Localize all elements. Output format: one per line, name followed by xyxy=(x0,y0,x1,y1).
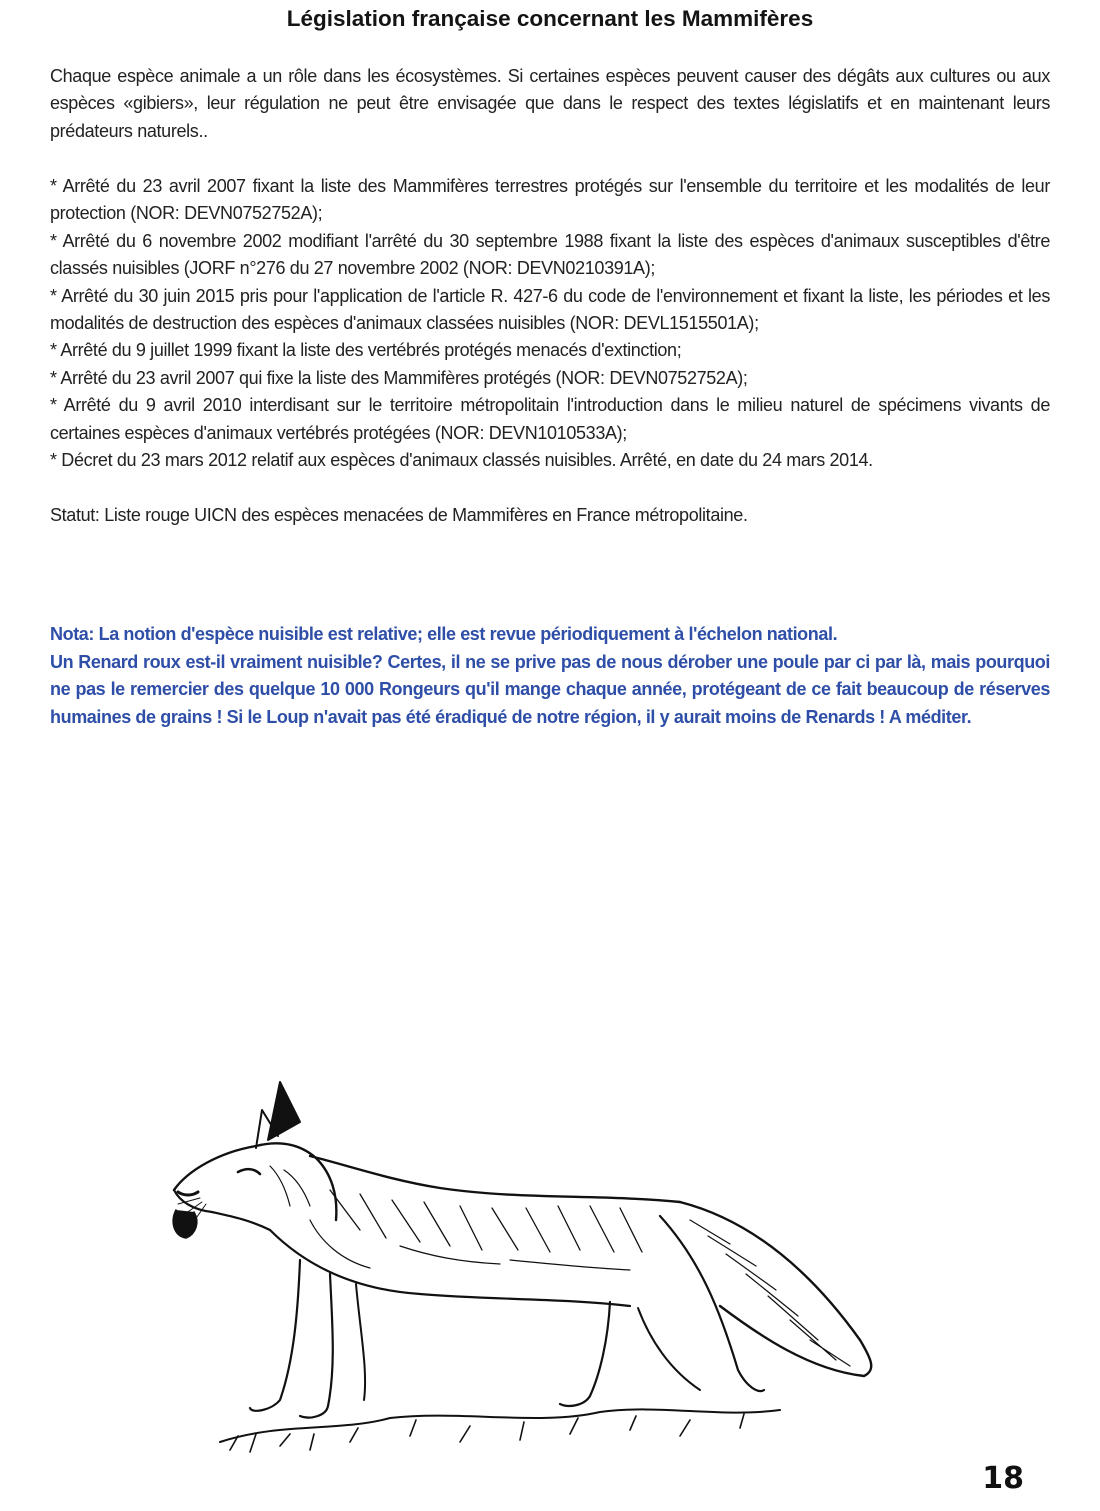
nota-line: Nota: La notion d'espèce nuisible est relative; elle est revue périodiquement à l'échelon national. xyxy=(50,624,838,644)
page-number: 18 xyxy=(982,1461,1024,1496)
law-list xyxy=(50,173,1050,474)
law-item: * Arrêté du 9 juillet 1999 fixant la liste des vertébrés protégés menacés d'extinction; xyxy=(50,340,682,361)
nota-block xyxy=(50,621,1050,731)
page-title: Législation française concernant les Mammifères xyxy=(286,6,814,31)
status-paragraph: Statut: Liste rouge UICN des espèces menacées de Mammifères en France métropolitaine. xyxy=(50,505,748,525)
law-item: * Arrêté du 23 avril 2007 qui fixe la liste des Mammifères protégés (NOR: DEVN0752752A); xyxy=(50,367,748,388)
law-item: * Arrêté du 9 avril 2010 interdisant sur le territoire métropolitain l'introduction dans le milieu naturel de spécimens vivants de certaines espèces d'animaux vertébrés protégées (NOR: DEVN1010533A); xyxy=(50,395,1050,443)
law-item: * Arrêté du 23 avril 2007 fixant la liste des Mammifères terrestres protégés sur l'ensemble du territoire et les modalités de leur protection (NOR: DEVN0752752A); xyxy=(50,176,1050,224)
nota-paragraph: Un Renard roux est-il vraiment nuisible? Certes, il ne se prive pas de nous dérober une poule par ci par là, mais pourquoi ne pas le remercier des quelque 10 000 Rongeurs qu'il mange chaque année, protégeant de ce fait beaucoup de réserves humaines de grains ! Si le Loup n'avait pas été éradiqué de notre région, il y aurait moins de Renards ! A méditer. xyxy=(50,651,1050,727)
law-item: * Arrêté du 6 novembre 2002 modifiant l'arrêté du 30 septembre 1988 fixant la liste des espèces d'animaux susceptibles d'être classés nuisibles (JORF n°276 du 27 novembre 2002 (NOR: DEVN0210391A); xyxy=(50,230,1050,279)
intro-paragraph: Chaque espèce animale a un rôle dans les écosystèmes. Si certaines espèces peuvent causer des dégâts aux cultures ou aux espèces «gibiers», leur régulation ne peut être envisagée que dans le respect des textes législatifs et en maintenant leurs prédateurs naturels.. xyxy=(50,66,1050,141)
law-item: * Arrêté du 30 juin 2015 pris pour l'application de l'article R. 427-6 du code de l'environnement et fixant la liste, les périodes et les modalités de destruction des espèces d'animaux classées nuisibles (NOR: DEVL1515501A); xyxy=(50,285,1050,334)
red-fox-illustration-icon xyxy=(160,1070,900,1480)
law-item: * Décret du 23 mars 2012 relatif aux espèces d'animaux classés nuisibles. Arrêté, en date du 24 mars 2014. xyxy=(50,450,873,471)
